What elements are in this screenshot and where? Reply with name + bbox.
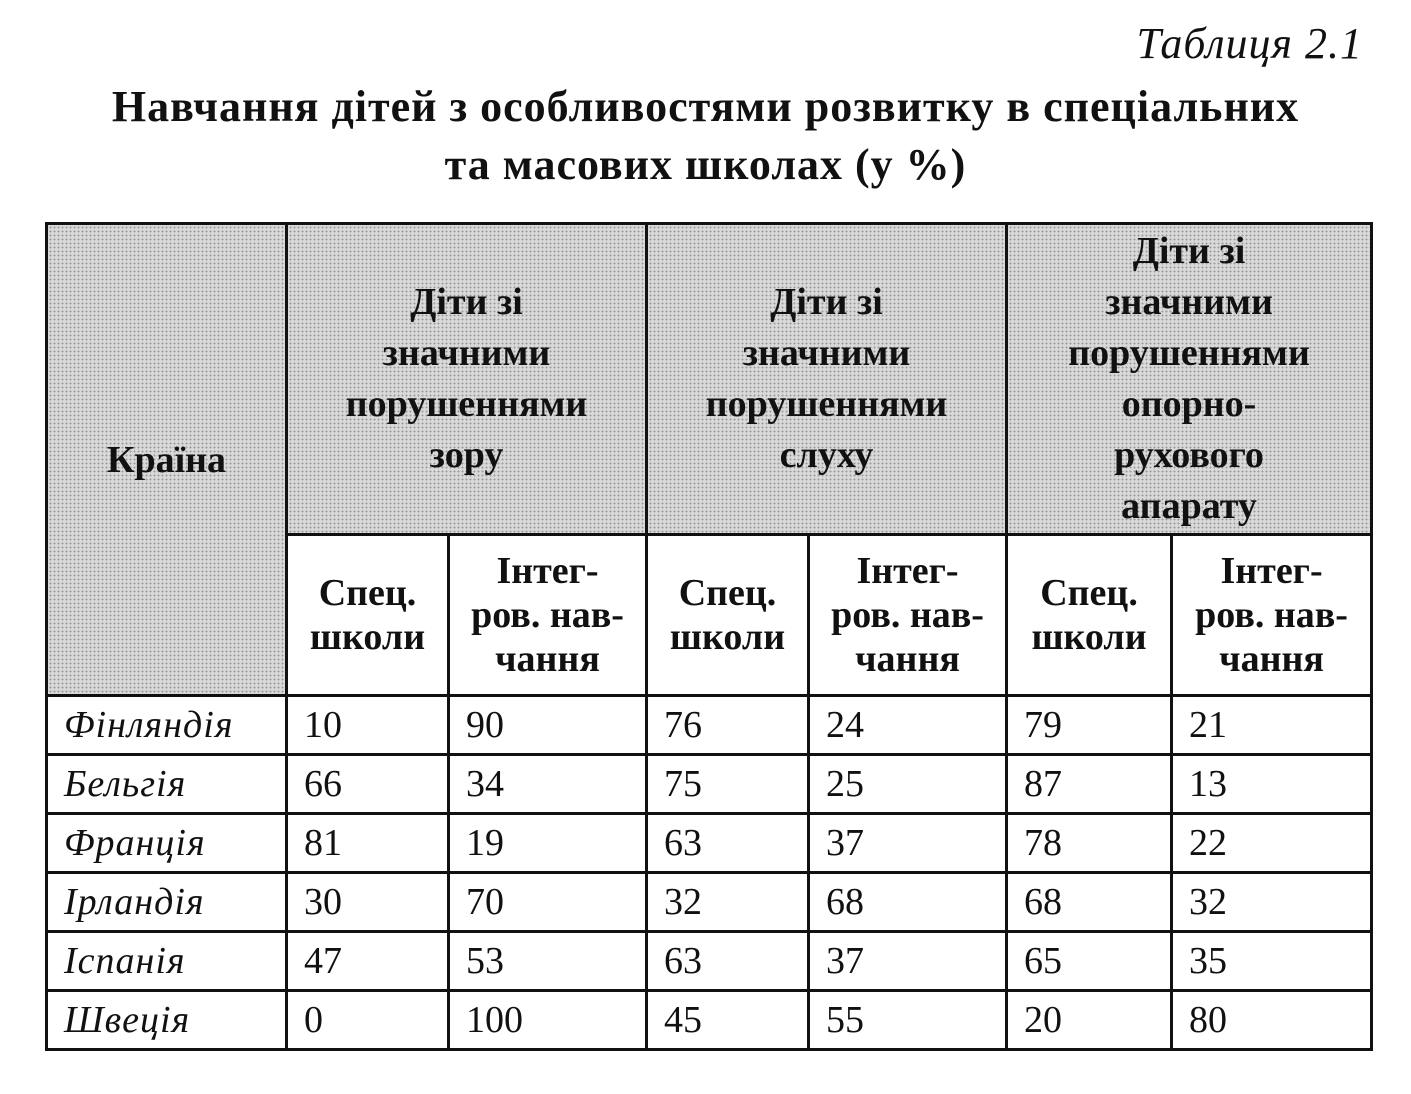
value-cell: 25 — [809, 755, 1007, 814]
value-cell: 63 — [647, 932, 809, 991]
subheader-integrated-hearing — [809, 535, 1007, 696]
header-row-groups — [47, 224, 1372, 535]
subheader-line: Інтег- — [496, 550, 599, 592]
value-cell: 68 — [1007, 873, 1172, 932]
value-cell: 68 — [809, 873, 1007, 932]
subheader-line: чання — [1219, 638, 1324, 680]
header-line: порушеннями — [1068, 332, 1310, 374]
subheader-integrated-vision — [449, 535, 647, 696]
header-line: слуху — [779, 434, 874, 476]
header-group-hearing — [647, 224, 1007, 535]
subheader-special-musculoskeletal — [1007, 535, 1172, 696]
country-cell: Фінляндія — [47, 696, 287, 755]
subheader-line: Спец. — [318, 572, 417, 614]
value-cell: 35 — [1172, 932, 1372, 991]
table-row — [47, 814, 1372, 873]
value-cell: 76 — [647, 696, 809, 755]
table-label: Таблиця 2.1 — [1136, 19, 1363, 68]
value-cell: 55 — [809, 991, 1007, 1050]
subheader-line: школи — [669, 616, 786, 658]
header-line: апарату — [1121, 485, 1257, 527]
subheader-special-hearing — [647, 535, 809, 696]
header-line: порушеннями — [705, 383, 948, 425]
header-group-musculoskeletal — [1007, 224, 1372, 535]
value-cell: 20 — [1007, 991, 1172, 1050]
header-line: значними — [382, 332, 551, 374]
header-line: рухового — [1114, 434, 1264, 476]
subheader-line: Спец. — [678, 572, 777, 614]
subheader-line: Інтег- — [856, 550, 959, 592]
header-line: Діти зі — [1132, 230, 1246, 272]
subheader-line: ров. нав- — [471, 594, 624, 636]
subheader-line: чання — [855, 638, 960, 680]
value-cell: 70 — [449, 873, 647, 932]
value-cell: 30 — [287, 873, 449, 932]
value-cell: 87 — [1007, 755, 1172, 814]
value-cell: 34 — [449, 755, 647, 814]
country-cell: Франція — [47, 814, 287, 873]
subheader-line: ров. нав- — [831, 594, 984, 636]
value-cell: 65 — [1007, 932, 1172, 991]
value-cell: 100 — [449, 991, 647, 1050]
value-cell: 81 — [287, 814, 449, 873]
value-cell: 79 — [1007, 696, 1172, 755]
table-row — [47, 932, 1372, 991]
subheader-line: ров. нав- — [1195, 594, 1348, 636]
header-line: порушеннями — [345, 383, 588, 425]
value-cell: 22 — [1172, 814, 1372, 873]
header-line: Діти зі — [410, 281, 523, 323]
value-cell: 53 — [449, 932, 647, 991]
subheader-line: чання — [495, 638, 600, 680]
subheader-special-vision — [287, 535, 449, 696]
value-cell: 78 — [1007, 814, 1172, 873]
value-cell: 24 — [809, 696, 1007, 755]
subheader-line: школи — [309, 616, 426, 658]
value-cell: 80 — [1172, 991, 1372, 1050]
header-country: Країна — [47, 224, 287, 696]
value-cell: 75 — [647, 755, 809, 814]
country-cell: Ірландія — [47, 873, 287, 932]
value-cell: 21 — [1172, 696, 1372, 755]
value-cell: 32 — [1172, 873, 1372, 932]
value-cell: 45 — [647, 991, 809, 1050]
header-line: значними — [1105, 281, 1273, 323]
title-line-2: та масових школах (у %) — [444, 140, 967, 189]
header-line: значними — [742, 332, 911, 374]
country-cell: Іспанія — [47, 932, 287, 991]
value-cell: 37 — [809, 814, 1007, 873]
value-cell: 63 — [647, 814, 809, 873]
value-cell: 10 — [287, 696, 449, 755]
value-cell: 90 — [449, 696, 647, 755]
header-line: опорно- — [1121, 383, 1257, 425]
value-cell: 66 — [287, 755, 449, 814]
value-cell: 37 — [809, 932, 1007, 991]
subheader-line: школи — [1031, 616, 1147, 658]
title-line-1: Навчання дітей з особливостями розвитку в спеціальних — [111, 82, 1300, 131]
subheader-line: Спец. — [1040, 572, 1138, 614]
value-cell: 32 — [647, 873, 809, 932]
header-group-vision — [287, 224, 647, 535]
header-line: зору — [429, 434, 504, 476]
header-line: Діти зі — [770, 281, 883, 323]
value-cell: 19 — [449, 814, 647, 873]
country-cell: Швеція — [47, 991, 287, 1050]
table-row — [47, 696, 1372, 755]
table-title — [0, 78, 1411, 194]
value-cell: 13 — [1172, 755, 1372, 814]
subheader-line: Інтег- — [1220, 550, 1323, 592]
table-row — [47, 873, 1372, 932]
country-cell: Бельгія — [47, 755, 287, 814]
table-row — [47, 755, 1372, 814]
data-table — [45, 222, 1373, 1051]
table-row — [47, 991, 1372, 1050]
value-cell: 0 — [287, 991, 449, 1050]
value-cell: 47 — [287, 932, 449, 991]
subheader-integrated-musculoskeletal — [1172, 535, 1372, 696]
